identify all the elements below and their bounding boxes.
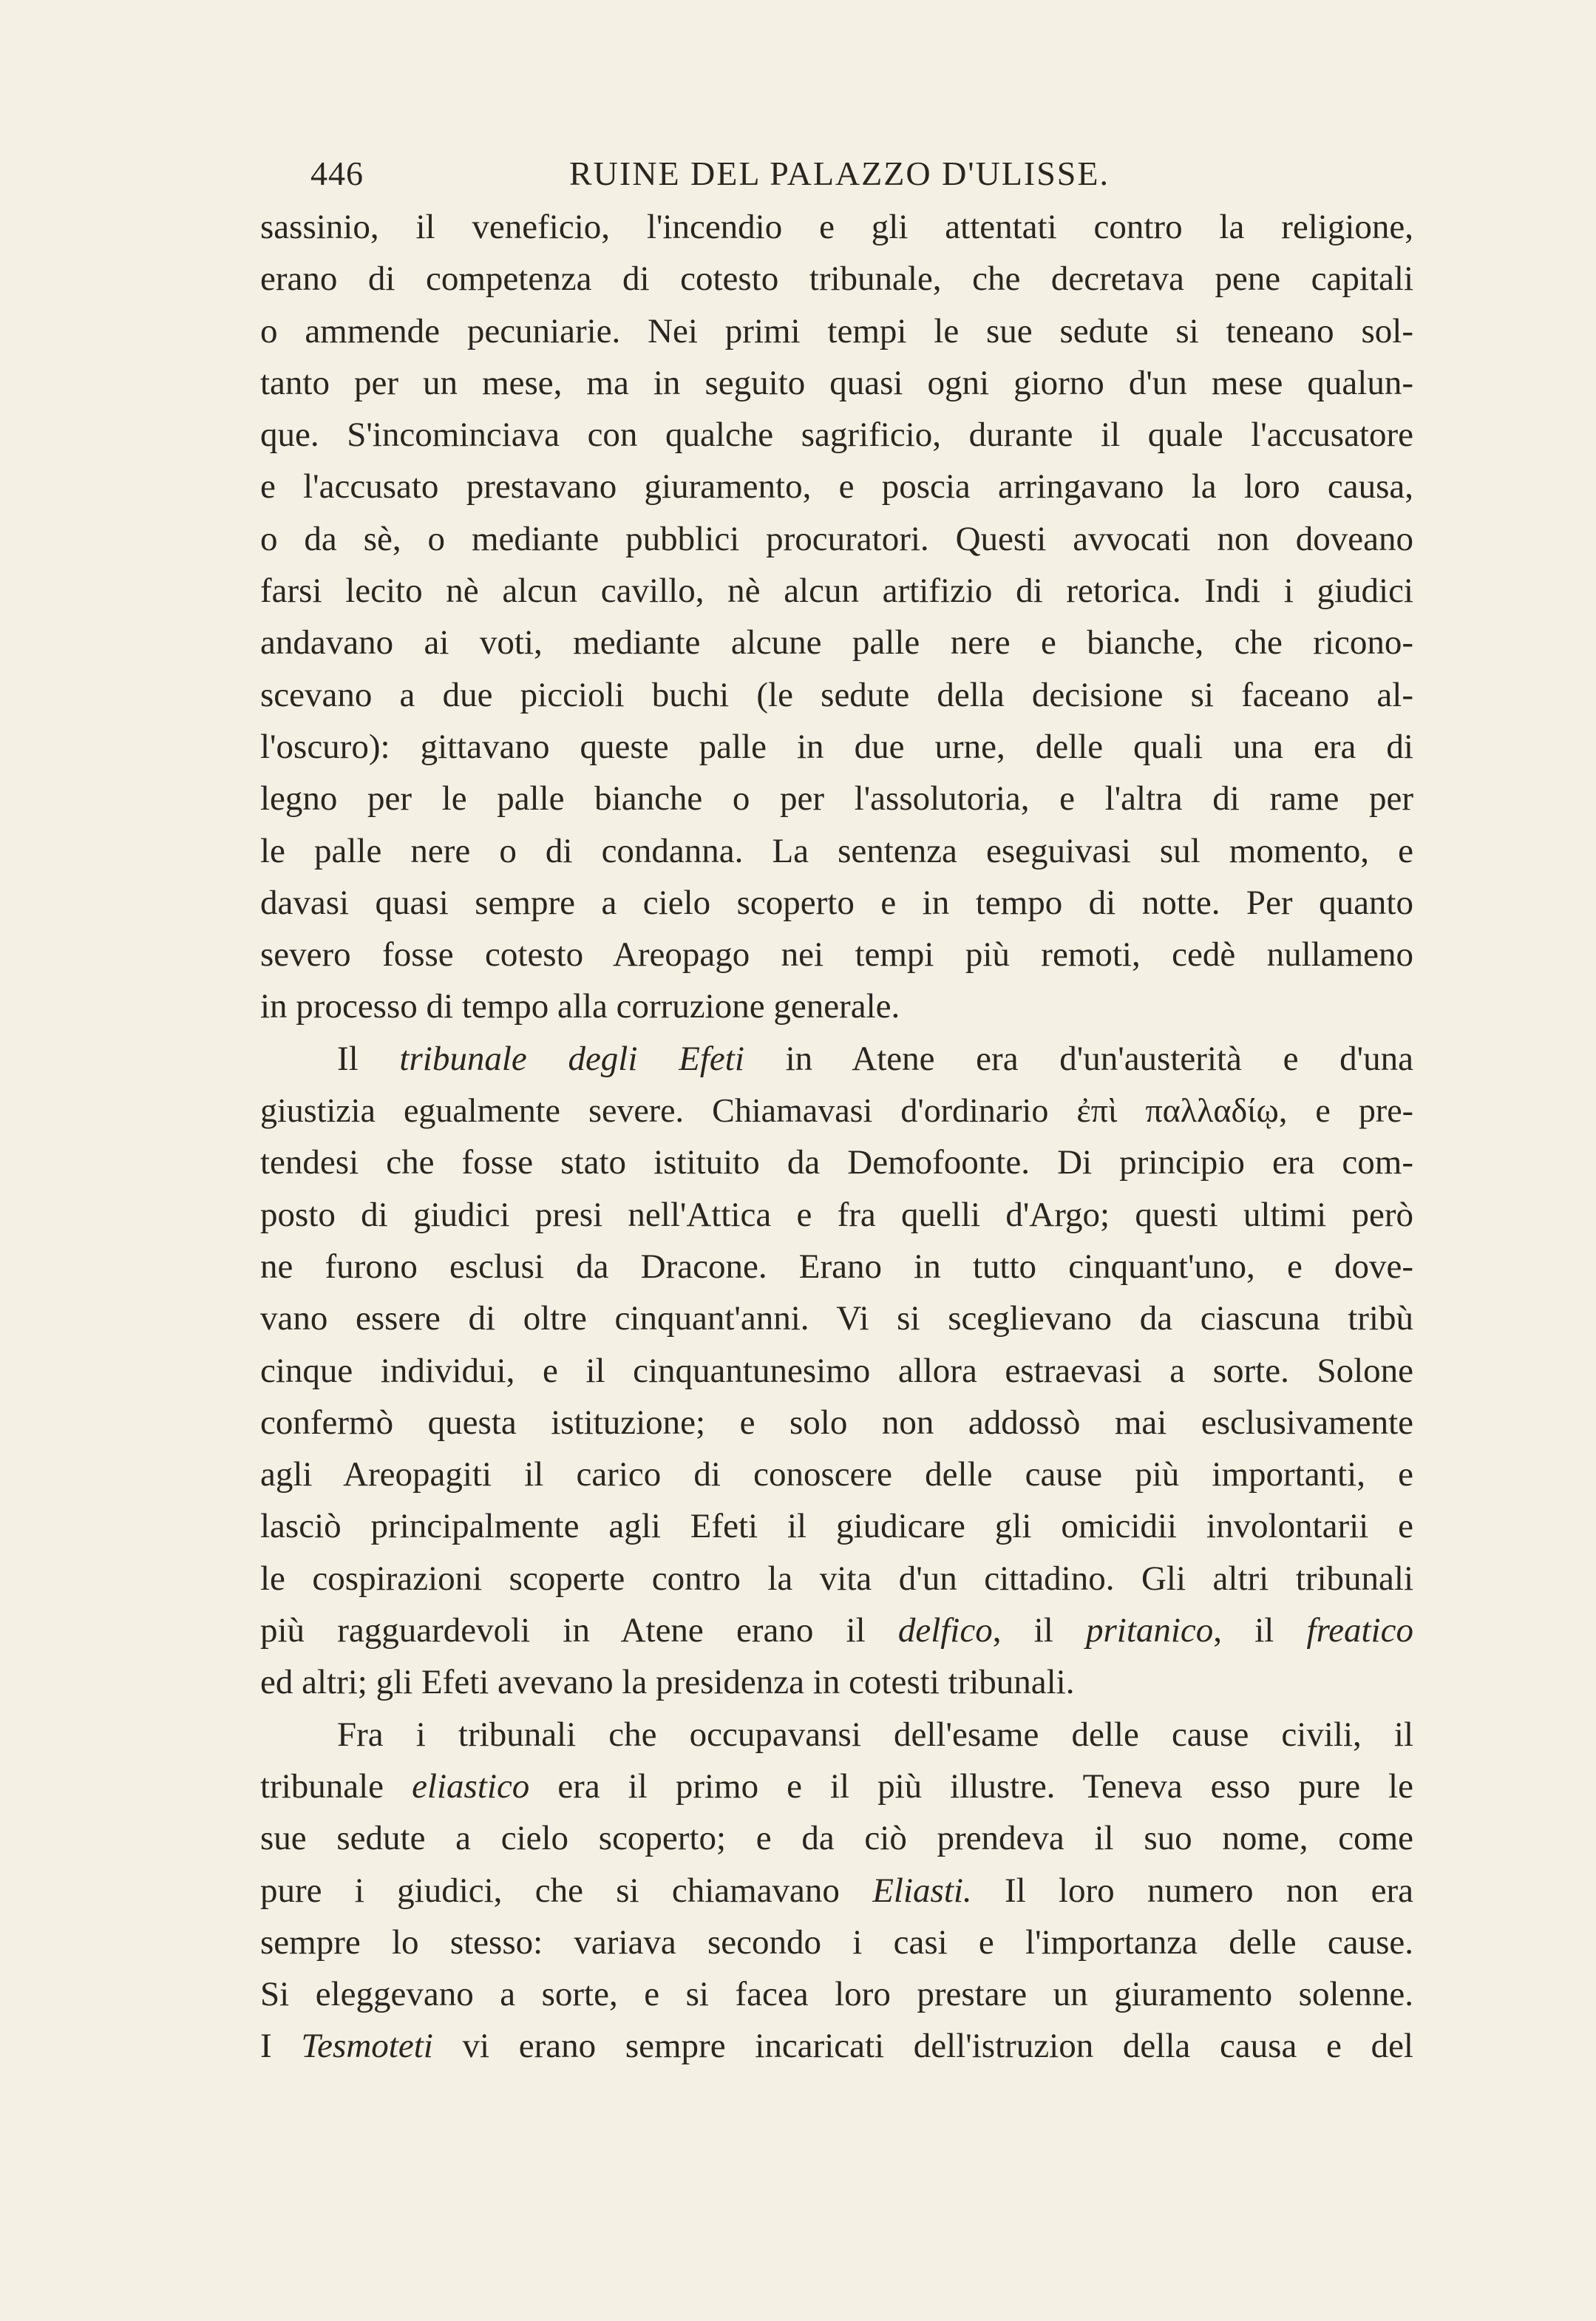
- text-line: o ammende pecuniarie. Nei primi tempi le sue sedute si teneano sol-: [260, 311, 1413, 350]
- text-line: le palle nere o di condanna. La sentenza eseguivasi sul momento, e: [260, 831, 1413, 870]
- text-line: tendesi che fosse stato istituito da Demofoonte. Di principio era com-: [260, 1143, 1413, 1182]
- text-line: erano di competenza di cotesto tribunale, che decretava pene capitali: [260, 260, 1413, 299]
- page-number: 446: [310, 155, 364, 192]
- text-line: lasciò principalmente agli Efeti il giudicare gli omicidii involontarii e: [260, 1507, 1413, 1546]
- text-line: Si eleggevano a sorte, e si facea loro prestare un giuramento solenne.: [260, 1975, 1413, 2014]
- text-line: le cospirazioni scoperte contro la vita d'un cittadino. Gli altri tribunali: [260, 1559, 1413, 1598]
- text-line: davasi quasi sempre a cielo scoperto e in tempo di notte. Per quanto: [260, 883, 1413, 922]
- text-line: in processo di tempo alla corruzione generale.: [260, 987, 900, 1026]
- text-line: scevano a due piccioli buchi (le sedute della decisione si faceano al-: [260, 675, 1413, 714]
- text-line: pure i giudici, che si chiamavano Eliasti. Il loro numero non era: [260, 1871, 1413, 1910]
- italic-term: Eliasti.: [872, 1871, 972, 1910]
- text-line: vano essere di oltre cinquant'anni. Vi si sceglievano da ciascuna tribù: [260, 1299, 1413, 1338]
- running-title: RUINE DEL PALAZZO D'ULISSE.: [569, 155, 1110, 192]
- text-line: I Tesmoteti vi erano sempre incaricati dell'istruzion della causa e del: [260, 2027, 1413, 2066]
- text-line: legno per le palle bianche o per l'assolutoria, e l'altra di rame per: [260, 779, 1413, 819]
- body-text: [260, 201, 1413, 2073]
- text-line: l'oscuro): gittavano queste palle in due urne, delle quali una era di: [260, 727, 1413, 766]
- text-line: sempre lo stesso: variava secondo i casi e l'importanza delle cause.: [260, 1922, 1413, 1962]
- text-line: tribunale eliastico era il primo e il più illustre. Teneva esso pure le: [260, 1766, 1413, 1806]
- italic-term: eliastico: [412, 1766, 530, 1806]
- text-line: farsi lecito nè alcun cavillo, nè alcun artifizio di retorica. Indi i giudici: [260, 572, 1413, 611]
- text-line: sue sedute a cielo scoperto; e da ciò prendeva il suo nome, come: [260, 1819, 1413, 1858]
- italic-term: pritanico: [1085, 1611, 1214, 1650]
- text-line: giustizia egualmente severe. Chiamavasi d'ordinario ἐπὶ παλλαδίῳ, e pre-: [260, 1091, 1413, 1130]
- text-line: e l'accusato prestavano giuramento, e poscia arringavano la loro causa,: [260, 467, 1413, 506]
- text-line: sassinio, il veneficio, l'incendio e gli attentati contro la religione,: [260, 208, 1413, 246]
- text-line: ne furono esclusi da Dracone. Erano in tutto cinquant'uno, e dove-: [260, 1247, 1413, 1286]
- text-line: cinque individui, e il cinquantunesimo allora estraevasi a sorte. Solone: [260, 1351, 1413, 1390]
- italic-term: Tesmoteti: [301, 2027, 433, 2066]
- text-line: confermò questa istituzione; e solo non addossò mai esclusivamente: [260, 1403, 1413, 1442]
- text-line: Il tribunale degli Efeti in Atene era d'un'austerità e d'una: [337, 1039, 1413, 1078]
- text-line: più ragguardevoli in Atene erano il delfico, il pritanico, il freatico: [260, 1611, 1413, 1650]
- text-line: severo fosse cotesto Areopago nei tempi più remoti, cedè nullameno: [260, 935, 1413, 975]
- text-line: o da sè, o mediante pubblici procuratori. Questi avvocati non doveano: [260, 519, 1413, 558]
- page-header: [310, 154, 1419, 198]
- text-line: que. S'incominciava con qualche sagrificio, durante il quale l'accusatore: [260, 416, 1413, 455]
- text-line: agli Areopagiti il carico di conoscere delle cause più importanti, e: [260, 1455, 1413, 1494]
- italic-term: delfico: [897, 1611, 993, 1650]
- italic-term: freatico: [1306, 1611, 1413, 1650]
- text-line: posto di giudici presi nell'Attica e fra quelli d'Argo; questi ultimi però: [260, 1195, 1413, 1234]
- text-line: andavano ai voti, mediante alcune palle nere e bianche, che ricono-: [260, 623, 1413, 663]
- italic-term: tribunale degli Efeti: [399, 1039, 744, 1078]
- text-line: Fra i tribunali che occupavansi dell'esame delle cause civili, il: [337, 1715, 1413, 1754]
- text-line: ed altri; gli Efeti avevano la presidenza in cotesti tribunali.: [260, 1663, 1075, 1702]
- text-line: tanto per un mese, ma in seguito quasi ogni giorno d'un mese qualun-: [260, 363, 1413, 402]
